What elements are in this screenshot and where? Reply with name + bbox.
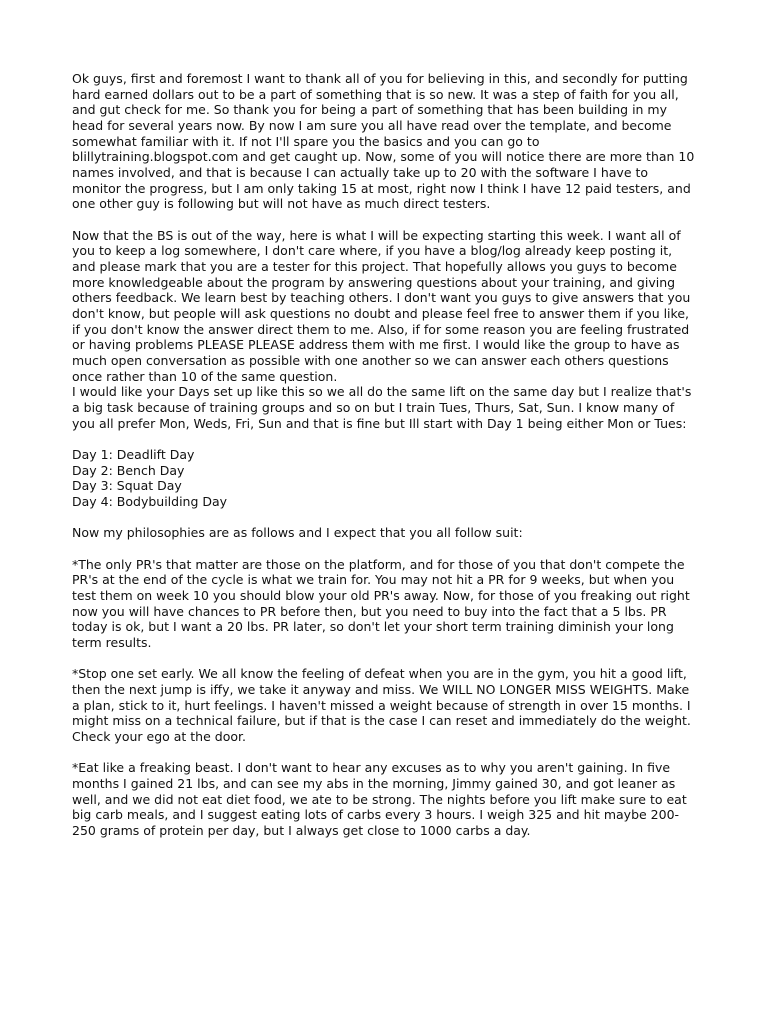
list-item: Day 1: Deadlift Day [72, 447, 195, 463]
intro-paragraph: Ok guys, first and foremost I want to thank all of you for believing in this, and secondly for putting hard earned dollars out to be a part of something that is so new. It was a step of faith for you all, and gut check for me. So thank you for being a part of something that has been building in my head for several years now. By now I am sure you all have read over the template, and become somewhat familiar with it. If not I'll spare you the basics and you can go to blillytraining.blogspot.com and get caught up. Now, some of you will notice there are more than 10 names involved, and that is because I can actually take up to 20 with the software I have to monitor the progress, but I am only taking 15 at most, right now I think I have 12 paid testers, and one other guy is following but will not have as much direct testers. [72, 71, 695, 212]
philosophies-intro: Now my philosophies are as follows and I expect that you all follow suit: [72, 525, 523, 541]
document-page [72, 71, 696, 854]
expectations-paragraph: Now that the BS is out of the way, here is what I will be expecting starting this week. I want all of you to keep a log somewhere, I don't care where, if you have a blog/log already keep posting it, and please mark that you are a tester for this project. That hopefully allows you guys to become more knowledgeable about the program by answering questions about your training, and giving others feedback. We learn best by teaching others. I don't want you guys to give answers that you don't know, but people will ask questions no doubt and please feel free to answer them if you like, if you don't know the answer direct them to me. Also, if for some reason you are feeling frustrated or having problems PLEASE PLEASE address them with me first. I would like the group to have as much open conversation as possible with one another so we can answer each others questions once rather than 10 of the same question. [72, 227, 691, 384]
list-item: Day 3: Squat Day [72, 478, 182, 494]
list-item: Day 2: Bench Day [72, 462, 185, 478]
training-days-list [72, 447, 696, 510]
schedule-paragraph: I would like your Days set up like this so we all do the same lift on the same day but I realize that's a big task because of training groups and so on but I train Tues, Thurs, Sat, Sun. I know many of you all prefer Mon, Weds, Fri, Sun and that is fine but Ill start with Day 1 being either Mon or Tues: [72, 384, 692, 431]
eat-paragraph: *Eat like a freaking beast. I don't want to hear any excuses as to why you aren't gaining. In five months I gained 21 lbs, and can see my abs in the morning, Jimmy gained 30, and got leaner as well, and we did not eat diet food, we ate to be strong. The nights before you lift make sure to eat big carb meals, and I suggest eating lots of carbs every 3 hours. I weigh 325 and hit maybe 200-250 grams of protein per day, but I always get close to 1000 carbs a day. [72, 760, 687, 839]
list-item: Day 4: Bodybuilding Day [72, 494, 228, 510]
pr-philosophy-paragraph: *The only PR's that matter are those on the platform, and for those of you that don't compete the PR's at the end of the cycle is what we train for. You may not hit a PR for 9 weeks, but when you test them on week 10 you should blow your old PR's away. Now, for those of you freaking out right now you will have chances to PR before then, but you need to buy into the fact that a 5 lbs. PR today is ok, but I want a 20 lbs. PR later, so don't let your short term training diminish your long term results. [72, 556, 690, 651]
stop-early-paragraph: *Stop one set early. We all know the feeling of defeat when you are in the gym, you hit a good lift, then the next jump is iffy, we take it anyway and miss. We WILL NO LONGER MISS WEIGHTS. Make a plan, stick to it, hurt feelings. I haven't missed a weight because of strength in over 15 months. I might miss on a technical failure, but if that is the case I can reset and immediately do the weight. Check your ego at the door. [72, 666, 691, 745]
